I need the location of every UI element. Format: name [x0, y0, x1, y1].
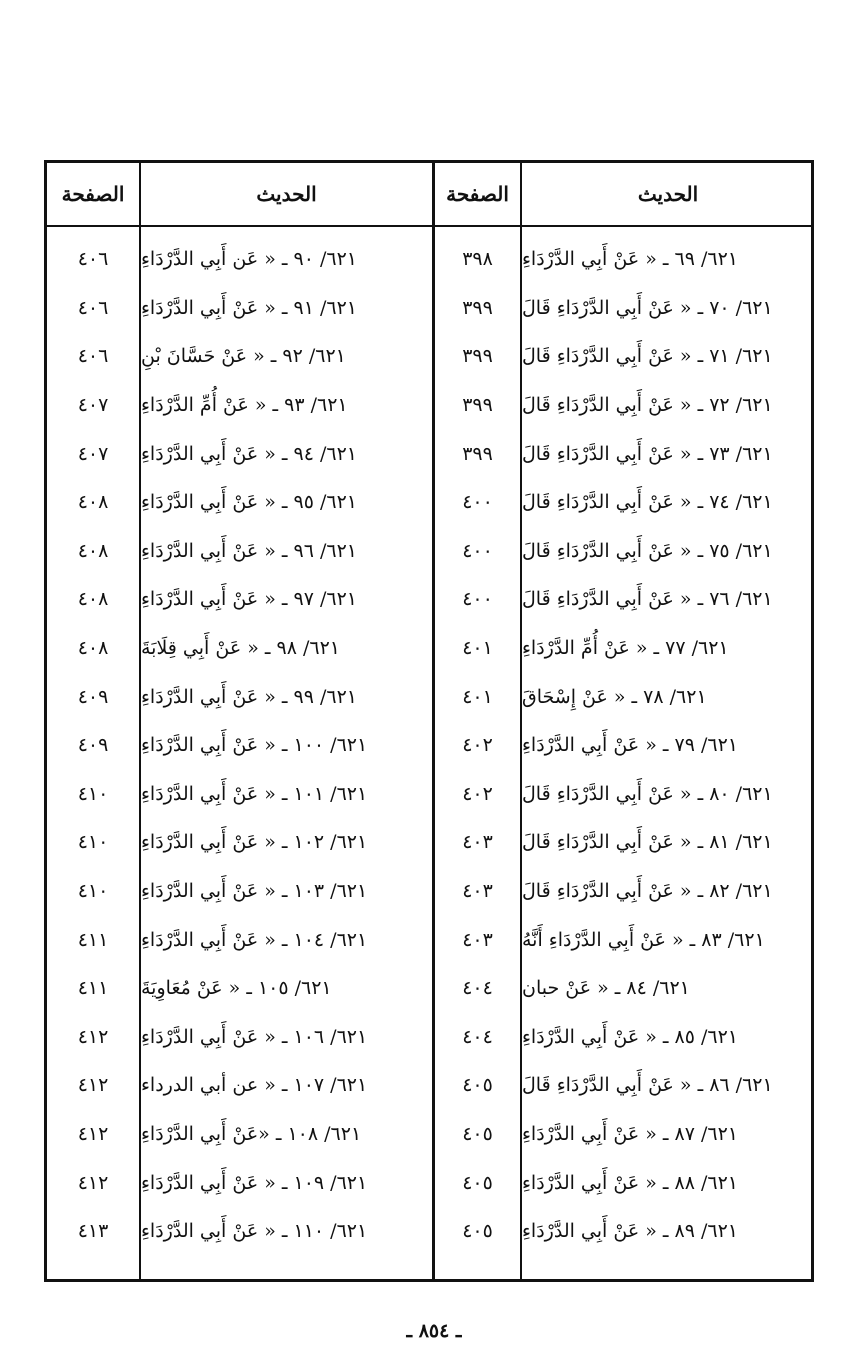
header-hadith-left: الحديث — [256, 182, 317, 206]
hadith-entry: ٦٢١/ ١١٠ ـ « عَنْ أَبِي الدَّرْدَاءِ — [141, 1220, 368, 1243]
hadith-entry: ٦٢١/ ٩٧ ـ « عَنْ أَبِي الدَّرْدَاءِ — [141, 588, 357, 611]
table-row — [47, 478, 811, 527]
hadith-entry: ٦٢١/ ١٠٨ ـ «عَنْ أَبِي الدَّرْدَاءِ — [141, 1122, 362, 1145]
page-ref: ٤٠٨ — [77, 637, 109, 660]
page-ref: ٤٠٥ — [462, 1171, 493, 1194]
page-ref: ٤٠٨ — [77, 491, 109, 514]
hadith-entry: ٦٢١/ ٧٦ ـ « عَنْ أَبِي الدَّرْدَاءِ قَالَ — [522, 588, 773, 611]
page-ref: ٤٠٠ — [462, 588, 493, 611]
hadith-entry: ٦٢١/ ٩٩ ـ « عَنْ أَبِي الدَّرْدَاءِ — [141, 685, 357, 708]
page-ref: ٤٠٤ — [462, 977, 493, 1000]
page-ref: ٣٩٩ — [462, 296, 493, 319]
page-ref: ٣٩٩ — [462, 345, 493, 368]
table-body — [47, 235, 811, 1255]
table-row — [47, 575, 811, 624]
page-number: ـ ٨٥٤ ـ — [406, 1320, 462, 1342]
table-row — [47, 624, 811, 673]
hadith-entry: ٦٢١/ ١٠٩ ـ « عَنْ أَبِي الدَّرْدَاءِ — [141, 1171, 368, 1194]
page-ref: ٤٠١ — [462, 637, 493, 660]
table-row — [47, 964, 811, 1013]
hadith-entry: ٦٢١/ ٩٠ ـ « عَن أَبِي الدَّرْدَاءِ — [141, 248, 357, 271]
page-ref: ٤٠٣ — [462, 928, 493, 951]
hadith-index-table — [44, 160, 814, 1282]
table-row — [47, 770, 811, 819]
hadith-entry: ٦٢١/ ٩٣ ـ « عَنْ أُمِّ الدَّرْدَاءِ — [141, 394, 348, 417]
hadith-entry: ٦٢١/ ٧٧ ـ « عَنْ أُمِّ الدَّرْدَاءِ — [522, 637, 729, 660]
page-ref: ٤٠٣ — [462, 831, 493, 854]
page-ref: ٤١١ — [77, 977, 109, 1000]
page-ref: ٤٠٧ — [77, 394, 109, 417]
hadith-entry: ٦٢١/ ٧٥ ـ « عَنْ أَبِي الدَّرْدَاءِ قَالَ — [522, 539, 773, 562]
hadith-entry: ٦٢١/ ٩٤ ـ « عَنْ أَبِي الدَّرْدَاءِ — [141, 442, 357, 465]
hadith-entry: ٦٢١/ ٨٤ ـ « عَنْ حبان — [522, 977, 690, 1000]
hadith-entry: ٦٢١/ ٩١ ـ « عَنْ أَبِي الدَّرْدَاءِ — [141, 296, 357, 319]
hadith-entry: ٦٢١/ ٧٤ ـ « عَنْ أَبِي الدَّرْدَاءِ قَالَ — [522, 491, 773, 514]
page-ref: ٤٠٣ — [462, 880, 493, 903]
table-row — [47, 1013, 811, 1062]
page-ref: ٤٠٢ — [462, 734, 493, 757]
hadith-entry: ٦٢١/ ٨٧ ـ « عَنْ أَبِي الدَّرْدَاءِ — [522, 1122, 738, 1145]
hadith-entry: ٦٢١/ ١٠٦ ـ « عَنْ أَبِي الدَّرْدَاءِ — [141, 1025, 368, 1048]
page-ref: ٤٠٧ — [77, 442, 109, 465]
table-row — [47, 672, 811, 721]
page-ref: ٤١١ — [77, 928, 109, 951]
page-ref: ٤٠٥ — [462, 1122, 493, 1145]
table-row — [47, 867, 811, 916]
hadith-entry: ٦٢١/ ٧٢ ـ « عَنْ أَبِي الدَّرْدَاءِ قَالَ — [522, 394, 773, 417]
page-ref: ٣٩٨ — [462, 248, 493, 271]
hadith-entry: ٦٢١/ ٨٣ ـ « عَنْ أَبِي الدَّرْدَاءِ أَنَّهُ — [522, 928, 765, 951]
table-row — [47, 1158, 811, 1207]
hadith-entry: ٦٢١/ ٧٠ ـ « عَنْ أَبِي الدَّرْدَاءِ قَالَ — [522, 296, 773, 319]
hadith-entry: ٦٢١/ ٨١ ـ « عَنْ أَبِي الدَّرْدَاءِ قَالَ — [522, 831, 773, 854]
table-row — [47, 1110, 811, 1159]
page-ref: ٤١٢ — [77, 1171, 109, 1194]
table-row — [47, 332, 811, 381]
table-row — [47, 818, 811, 867]
header-page-left: الصفحة — [61, 182, 125, 206]
page-ref: ٤١٠ — [77, 880, 109, 903]
table-row — [47, 284, 811, 333]
hadith-entry: ٦٢١/ ٨٥ ـ « عَنْ أَبِي الدَّرْدَاءِ — [522, 1025, 738, 1048]
hadith-entry: ٦٢١/ ١٠٣ ـ « عَنْ أَبِي الدَّرْدَاءِ — [141, 880, 368, 903]
table-row — [47, 1061, 811, 1110]
hadith-entry: ٦٢١/ ٨٢ ـ « عَنْ أَبِي الدَّرْدَاءِ قَالَ — [522, 880, 773, 903]
page-ref: ٤٠٩ — [77, 734, 109, 757]
page-ref: ٤٠٠ — [462, 491, 493, 514]
table-row — [47, 721, 811, 770]
header-divider — [47, 225, 811, 227]
page-ref: ٤٠٢ — [462, 782, 493, 805]
hadith-entry: ٦٢١/ ٨٦ ـ « عَنْ أَبِي الدَّرْدَاءِ قَالَ — [522, 1074, 773, 1097]
hadith-entry: ٦٢١/ ١٠٤ ـ « عَنْ أَبِي الدَّرْدَاءِ — [141, 928, 368, 951]
hadith-entry: ٦٢١/ ٧٨ ـ « عَنْ إِسْحَاقَ — [522, 685, 707, 708]
hadith-entry: ٦٢١/ ١٠٧ ـ « عن أبي الدرداء — [141, 1074, 368, 1097]
page-ref: ٤١٣ — [77, 1220, 109, 1243]
page-ref: ٤١٠ — [77, 782, 109, 805]
hadith-entry: ٦٢١/ ١٠١ ـ « عَنْ أَبِي الدَّرْدَاءِ — [141, 782, 368, 805]
hadith-entry: ٦٢١/ ١٠٥ ـ « عَنْ مُعَاوِيَةَ — [141, 977, 332, 1000]
hadith-entry: ٦٢١/ ١٠٢ ـ « عَنْ أَبِي الدَّرْدَاءِ — [141, 831, 368, 854]
header-hadith-right: الحديث — [637, 182, 699, 206]
page-ref: ٤٠٠ — [462, 539, 493, 562]
page-ref: ٤٠٦ — [77, 345, 109, 368]
hadith-entry: ٦٢١/ ٩٢ ـ « عَنْ حَسَّانَ بْنِ — [141, 345, 346, 368]
table-row — [47, 1207, 811, 1256]
page-ref: ٤٠٨ — [77, 539, 109, 562]
hadith-entry: ٦٢١/ ٨٩ ـ « عَنْ أَبِي الدَّرْدَاءِ — [522, 1220, 738, 1243]
hadith-entry: ٦٢١/ ٩٨ ـ « عَنْ أَبِي قِلَابَةَ — [141, 637, 340, 660]
page-ref: ٤٠٤ — [462, 1025, 493, 1048]
hadith-entry: ٦٢١/ ٩٦ ـ « عَنْ أَبِي الدَّرْدَاءِ — [141, 539, 357, 562]
hadith-entry: ٦٢١/ ٨٨ ـ « عَنْ أَبِي الدَّرْدَاءِ — [522, 1171, 738, 1194]
page-ref: ٣٩٩ — [462, 394, 493, 417]
page-ref: ٤٠٦ — [77, 296, 109, 319]
table-row — [47, 429, 811, 478]
table-row — [47, 915, 811, 964]
hadith-entry: ٦٢١/ ٧٣ ـ « عَنْ أَبِي الدَّرْدَاءِ قَالَ — [522, 442, 773, 465]
hadith-entry: ٦٢١/ ٧١ ـ « عَنْ أَبِي الدَّرْدَاءِ قَالَ — [522, 345, 773, 368]
header-page-right: الصفحة — [446, 182, 509, 206]
hadith-entry: ٦٢١/ ٦٩ ـ « عَنْ أَبِي الدَّرْدَاءِ — [522, 248, 738, 271]
page-ref: ٤٠٩ — [77, 685, 109, 708]
hadith-entry: ٦٢١/ ٨٠ ـ « عَنْ أَبِي الدَّرْدَاءِ قَالَ — [522, 782, 773, 805]
page-ref: ٤٠٦ — [77, 248, 109, 271]
page-ref: ٤٠٥ — [462, 1220, 493, 1243]
table-row — [47, 235, 811, 284]
hadith-entry: ٦٢١/ ٩٥ ـ « عَنْ أَبِي الدَّرْدَاءِ — [141, 491, 357, 514]
page-ref: ٤١٢ — [77, 1074, 109, 1097]
page-ref: ٤١٠ — [77, 831, 109, 854]
page-ref: ٤٠٨ — [77, 588, 109, 611]
table-row — [47, 527, 811, 576]
page-ref: ٤١٢ — [77, 1122, 109, 1145]
hadith-entry: ٦٢١/ ٧٩ ـ « عَنْ أَبِي الدَّرْدَاءِ — [522, 734, 738, 757]
table-row — [47, 381, 811, 430]
page-ref: ٤٠٥ — [462, 1074, 493, 1097]
page-ref: ٤٠١ — [462, 685, 493, 708]
page-ref: ٤١٢ — [77, 1025, 109, 1048]
page-ref: ٣٩٩ — [462, 442, 493, 465]
hadith-entry: ٦٢١/ ١٠٠ ـ « عَنْ أَبِي الدَّرْدَاءِ — [141, 734, 368, 757]
